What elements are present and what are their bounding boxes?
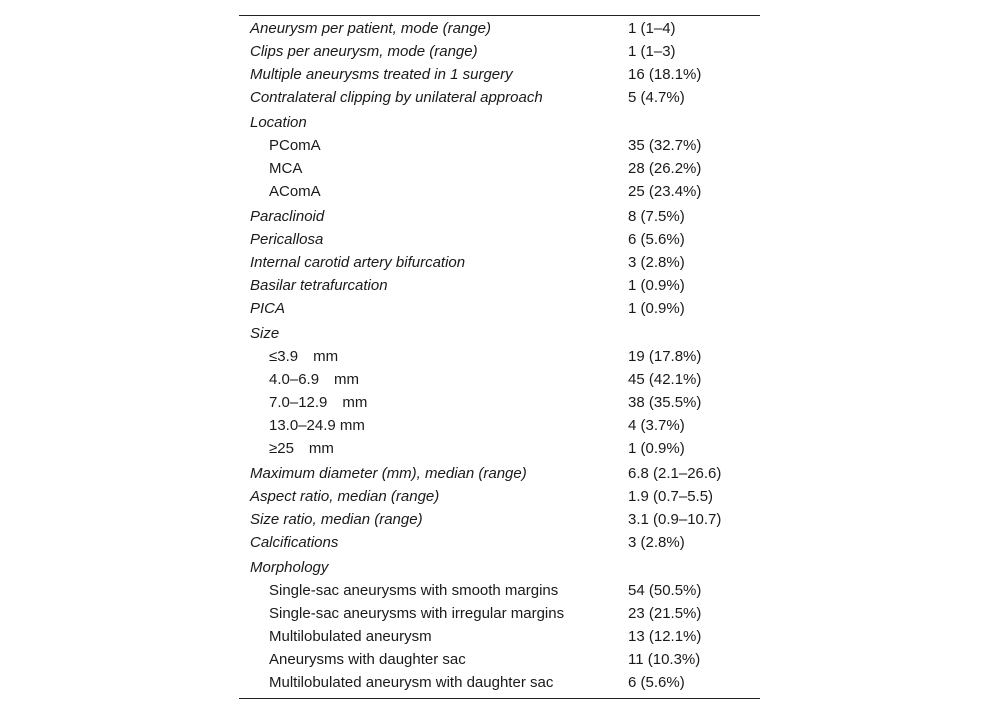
row-label: Paraclinoid bbox=[250, 208, 325, 225]
row-value: 13 (12.1%) bbox=[628, 628, 702, 645]
row-value: 1 (0.9%) bbox=[628, 440, 685, 457]
row-value: 11 (10.3%) bbox=[628, 651, 701, 668]
row-value: 5 (4.7%) bbox=[628, 89, 685, 106]
row-label: Aneurysms with daughter sac bbox=[269, 651, 466, 668]
table-row bbox=[239, 180, 760, 203]
row-label: ≤3.9 mm bbox=[269, 348, 339, 365]
row-value: 8 (7.5%) bbox=[628, 208, 685, 225]
table-row bbox=[239, 251, 760, 274]
row-value: 16 (18.1%) bbox=[628, 66, 702, 83]
row-value: 6 (5.6%) bbox=[628, 231, 685, 248]
section-heading-location bbox=[239, 111, 760, 134]
row-value: 6.8 (2.1–26.6) bbox=[628, 465, 722, 482]
row-label: Aspect ratio, median (range) bbox=[250, 488, 440, 505]
table-row bbox=[239, 531, 760, 554]
table-row bbox=[239, 345, 760, 368]
row-label: 4.0–6.9 mm bbox=[269, 371, 360, 388]
row-label: Aneurysm per patient, mode (range) bbox=[250, 20, 491, 37]
row-label: ≥25 mm bbox=[269, 440, 334, 457]
table-row bbox=[239, 274, 760, 297]
row-value: 35 (32.7%) bbox=[628, 137, 702, 154]
row-value: 38 (35.5%) bbox=[628, 394, 702, 411]
table-row bbox=[239, 17, 760, 40]
table-row bbox=[239, 228, 760, 251]
row-value: 25 (23.4%) bbox=[628, 183, 702, 200]
table-row bbox=[239, 625, 760, 648]
row-label: Internal carotid artery bifurcation bbox=[250, 254, 466, 271]
row-label: Single-sac aneurysms with irregular margins bbox=[269, 605, 565, 622]
row-label: Basilar tetrafurcation bbox=[250, 277, 388, 294]
table-row bbox=[239, 437, 760, 460]
section-heading-size bbox=[239, 322, 760, 345]
row-label: Single-sac aneurysms with smooth margins bbox=[269, 582, 559, 599]
row-value: 23 (21.5%) bbox=[628, 605, 702, 622]
row-label: AComA bbox=[269, 183, 321, 200]
row-label: PICA bbox=[250, 300, 286, 317]
table-row bbox=[239, 297, 760, 320]
row-label: Size ratio, median (range) bbox=[250, 511, 423, 528]
row-label: Pericallosa bbox=[250, 231, 324, 248]
row-value: 45 (42.1%) bbox=[628, 371, 702, 388]
row-label: Multiple aneurysms treated in 1 surgery bbox=[250, 66, 513, 83]
row-label: MCA bbox=[269, 160, 303, 177]
table-row bbox=[239, 368, 760, 391]
row-label: 7.0–12.9 mm bbox=[269, 394, 368, 411]
row-label: PComA bbox=[269, 137, 321, 154]
table-row bbox=[239, 157, 760, 180]
row-value: 6 (5.6%) bbox=[628, 674, 685, 691]
row-value bbox=[617, 111, 760, 134]
row-label: Maximum diameter (mm), median (range) bbox=[250, 465, 527, 482]
table-row bbox=[239, 579, 760, 602]
row-label: Size bbox=[250, 325, 280, 342]
table-row bbox=[239, 602, 760, 625]
row-value bbox=[617, 322, 760, 345]
table-row bbox=[239, 40, 760, 63]
row-value: 3 (2.8%) bbox=[628, 254, 685, 271]
table-row bbox=[239, 414, 760, 437]
table-row bbox=[239, 671, 760, 694]
table-row bbox=[239, 462, 760, 485]
aneurysm-characteristics-table bbox=[239, 15, 760, 699]
row-value: 54 (50.5%) bbox=[628, 582, 702, 599]
row-value bbox=[617, 556, 760, 579]
row-value: 1 (1–4) bbox=[628, 20, 676, 37]
row-value: 1 (1–3) bbox=[628, 43, 676, 60]
row-label: Contralateral clipping by unilateral approach bbox=[250, 89, 543, 106]
row-label: Calcifications bbox=[250, 534, 339, 551]
table-row bbox=[239, 205, 760, 228]
row-value: 1.9 (0.7–5.5) bbox=[628, 488, 714, 505]
row-label: Multilobulated aneurysm bbox=[269, 628, 432, 645]
row-value: 19 (17.8%) bbox=[628, 348, 702, 365]
table-row bbox=[239, 648, 760, 671]
row-label: Clips per aneurysm, mode (range) bbox=[250, 43, 478, 60]
table-row bbox=[239, 485, 760, 508]
table-row bbox=[239, 391, 760, 414]
section-heading-morphology bbox=[239, 556, 760, 579]
row-label: Location bbox=[250, 114, 307, 131]
row-label: 13.0–24.9 mm bbox=[269, 417, 365, 434]
row-value: 28 (26.2%) bbox=[628, 160, 702, 177]
row-value: 3 (2.8%) bbox=[628, 534, 685, 551]
row-value: 1 (0.9%) bbox=[628, 277, 685, 294]
row-value: 3.1 (0.9–10.7) bbox=[628, 511, 722, 528]
row-value: 1 (0.9%) bbox=[628, 300, 685, 317]
row-label: Morphology bbox=[250, 559, 329, 576]
row-value: 4 (3.7%) bbox=[628, 417, 685, 434]
row-label: Multilobulated aneurysm with daughter sac bbox=[269, 674, 554, 691]
table-row bbox=[239, 134, 760, 157]
table-row bbox=[239, 508, 760, 531]
table-row bbox=[239, 86, 760, 109]
table-row bbox=[239, 63, 760, 86]
